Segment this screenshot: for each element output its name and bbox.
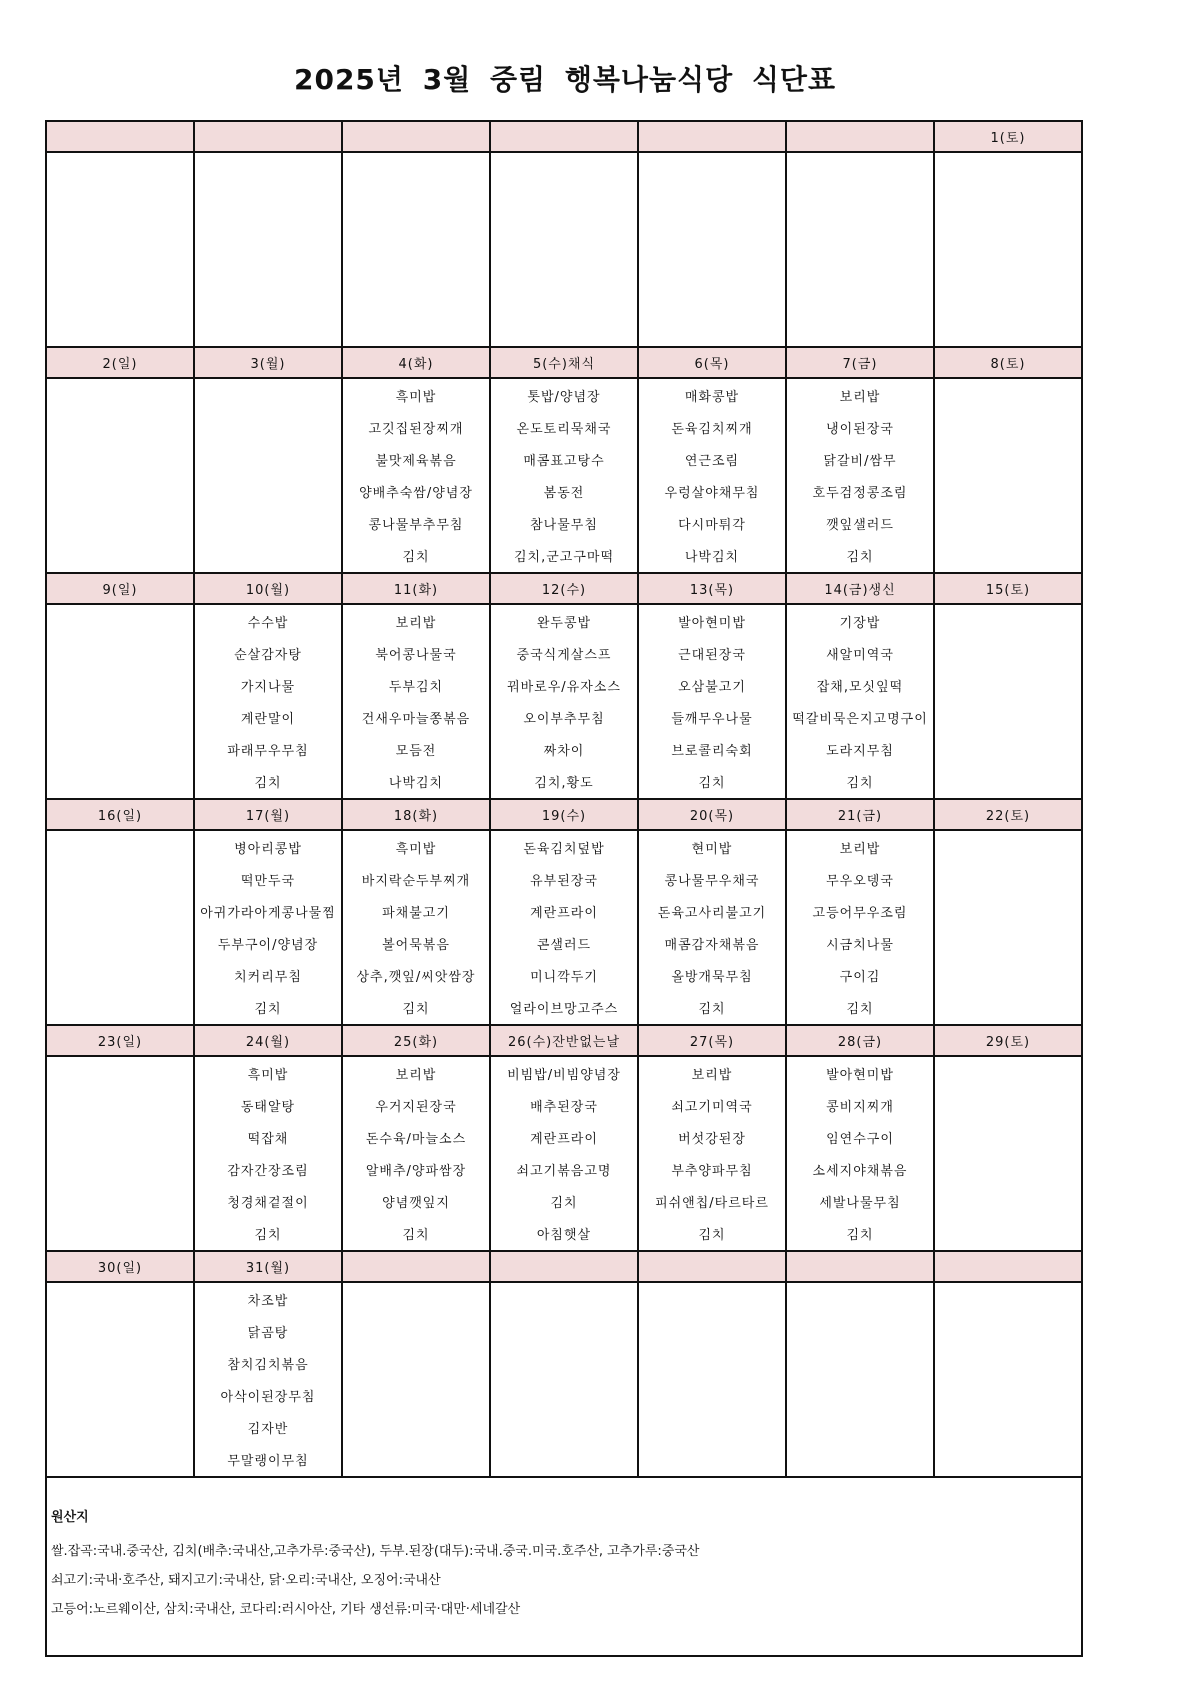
menu-item: 우렁살야채무침: [664, 485, 760, 501]
menu-item: 보리밥: [839, 389, 881, 405]
menu-item: 감자간장조림: [227, 1163, 309, 1179]
week-menu-row: [47, 1283, 1081, 1476]
day-menu-cell: [47, 605, 195, 798]
menu-item: 임연수구이: [826, 1131, 894, 1147]
menu-item: 호두검정콩조림: [812, 485, 908, 501]
menu-item: 계란프라이: [530, 1131, 598, 1147]
menu-item: 흑미밥: [395, 841, 437, 857]
week-header-row: [47, 574, 1081, 605]
day-menu-cell: [195, 1283, 343, 1476]
day-menu-cell: [935, 1057, 1081, 1250]
menu-item: 중국식게살스프: [516, 647, 612, 663]
day-menu-cell: [343, 605, 491, 798]
menu-item: 양념깻잎지: [382, 1195, 450, 1211]
day-menu-cell: [639, 153, 787, 346]
menu-item: 고등어무우조림: [812, 905, 908, 921]
day-header: 15(토): [985, 583, 1031, 598]
menu-item: 소세지야채볶음: [812, 1163, 908, 1179]
menu-item: 도라지무침: [826, 743, 894, 759]
menu-item: 두부김치: [388, 679, 444, 695]
day-menu-cell: [195, 831, 343, 1024]
menu-item: 돈수육/마늘소스: [365, 1131, 467, 1147]
calendar-week: [47, 800, 1081, 1026]
day-menu-cell: [639, 831, 787, 1024]
menu-item: 김치,군고구마떡: [513, 550, 615, 566]
menu-item: 차조밥: [247, 1293, 289, 1309]
menu-item: 김치: [698, 776, 726, 792]
menu-item: 배추된장국: [530, 1099, 598, 1115]
day-menu-cell: [47, 1057, 195, 1250]
menu-item: 냉이된장국: [826, 421, 894, 437]
menu-item: 김치: [254, 1228, 282, 1244]
menu-item: 비빔밥/비빔양념장: [507, 1067, 621, 1083]
menu-item: 아침햇살: [536, 1228, 592, 1244]
day-menu-cell: [343, 1057, 491, 1250]
menu-item: 김치: [550, 1195, 578, 1211]
menu-item: 김치: [698, 1228, 726, 1244]
menu-item: 얼라이브망고주스: [509, 1002, 619, 1018]
day-menu-cell: [47, 1283, 195, 1476]
menu-item: 매콤표고탕수: [523, 453, 605, 469]
day-menu-cell: [47, 153, 195, 346]
day-header: [787, 1252, 935, 1281]
day-menu-cell: [935, 379, 1081, 572]
menu-item: 봄동전: [543, 485, 585, 501]
menu-item: 톳밥/양념장: [527, 389, 601, 405]
day-menu-cell: [787, 1283, 935, 1476]
menu-item: 김치: [846, 1002, 874, 1018]
week-menu-row: [47, 379, 1081, 572]
day-menu-cell: [787, 831, 935, 1024]
day-header: 6(목): [639, 348, 787, 377]
day-header: 27(목): [639, 1026, 787, 1055]
menu-item: 모듬전: [395, 743, 437, 759]
menu-item: 연근조림: [684, 453, 740, 469]
week-header-row: [47, 122, 1081, 153]
menu-item: 계란말이: [240, 711, 296, 727]
calendar-week: [47, 574, 1081, 800]
menu-item: 새알미역국: [826, 647, 894, 663]
menu-item: 다시마튀각: [678, 517, 746, 533]
day-header: 5(수)채식: [491, 348, 639, 377]
menu-item: 양배추숙쌈/양념장: [359, 485, 473, 501]
menu-item: 치커리무침: [234, 969, 302, 985]
day-menu-cell: [787, 605, 935, 798]
week-menu-row: [47, 153, 1081, 346]
day-menu-cell: [343, 1283, 491, 1476]
menu-item: 파채불고기: [382, 905, 450, 921]
menu-item: 김자반: [247, 1421, 289, 1437]
week-menu-row: [47, 605, 1081, 798]
menu-item: 보리밥: [395, 615, 437, 631]
menu-item: 볼어묵볶음: [382, 937, 450, 953]
menu-item: 콩나물부추무침: [368, 517, 464, 533]
menu-item: 피쉬앤칩/타르타르: [655, 1195, 769, 1211]
menu-item: 쇠고기미역국: [671, 1099, 753, 1115]
week-header-row: [47, 1026, 1081, 1057]
menu-item: 흑미밥: [247, 1067, 289, 1083]
day-menu-cell: [787, 379, 935, 572]
day-header: [195, 122, 343, 151]
menu-item: 근대된장국: [678, 647, 746, 663]
menu-item: 김치,황도: [534, 776, 594, 792]
day-menu-cell: [195, 379, 343, 572]
day-header: 3(월): [195, 348, 343, 377]
day-header: 26(수)잔반없는날: [491, 1026, 639, 1055]
day-header: 19(수): [491, 800, 639, 829]
menu-item: 북어콩나물국: [375, 647, 457, 663]
day-header: 21(금): [787, 800, 935, 829]
menu-item: 콩나물무우채국: [664, 873, 760, 889]
menu-item: 오이부추무침: [523, 711, 605, 727]
menu-item: 미니깍두기: [530, 969, 598, 985]
day-header: 11(화): [343, 574, 491, 603]
menu-item: 아삭이된장무침: [220, 1389, 316, 1405]
week-menu-row: [47, 1057, 1081, 1250]
menu-item: 떡만두국: [240, 873, 296, 889]
day-menu-cell: [935, 1283, 1081, 1476]
day-menu-cell: [343, 831, 491, 1024]
menu-item: 버섯강된장: [678, 1131, 746, 1147]
menu-item: 나박김치: [684, 550, 740, 566]
menu-item: 김치: [254, 1002, 282, 1018]
calendar-week: [47, 1026, 1081, 1252]
menu-item: 청경채겉절이: [227, 1195, 309, 1211]
day-header: 17(월): [195, 800, 343, 829]
menu-item: 파래무우무침: [227, 743, 309, 759]
menu-item: 김치: [698, 1002, 726, 1018]
day-header: [639, 1252, 787, 1281]
menu-item: 부추양파무침: [671, 1163, 753, 1179]
menu-item: 동태알탕: [240, 1099, 296, 1115]
day-menu-cell: [491, 379, 639, 572]
day-header: [343, 1252, 491, 1281]
day-header: 28(금): [787, 1026, 935, 1055]
day-menu-cell: [491, 1057, 639, 1250]
menu-item: 바지락순두부찌개: [361, 873, 471, 889]
menu-item: 구이김: [839, 969, 881, 985]
day-header: 23(일): [47, 1026, 195, 1055]
menu-item: 참나물무침: [530, 517, 598, 533]
day-menu-cell: [195, 1057, 343, 1250]
menu-item: 완두콩밥: [536, 615, 592, 631]
day-menu-cell: [639, 1057, 787, 1250]
menu-item: 고깃집된장찌개: [368, 421, 464, 437]
menu-item: 콘샐러드: [536, 937, 592, 953]
day-header: 2(일): [47, 348, 195, 377]
menu-item: 오삼불고기: [678, 679, 746, 695]
week-header-row: [47, 348, 1081, 379]
day-header: 13(목): [639, 574, 787, 603]
menu-item: 온도토리묵채국: [516, 421, 612, 437]
menu-item: 알배추/양파쌈장: [365, 1163, 467, 1179]
menu-item: 브로콜리숙회: [671, 743, 753, 759]
day-header: 22(토): [985, 809, 1031, 824]
menu-item: 유부된장국: [530, 873, 598, 889]
day-header: [343, 122, 491, 151]
day-header: 7(금): [787, 348, 935, 377]
menu-item: 보리밥: [839, 841, 881, 857]
day-header: 16(일): [47, 800, 195, 829]
menu-item: 보리밥: [691, 1067, 733, 1083]
menu-item: 떡잡채: [247, 1131, 289, 1147]
menu-item: 쇠고기볶음고명: [516, 1163, 612, 1179]
day-menu-cell: [47, 831, 195, 1024]
menu-item: 세발나물무침: [819, 1195, 901, 1211]
origin-line: 쇠고기:국내·호주산, 돼지고기:국내산, 닭·오리:국내산, 오징어:국내산: [51, 1573, 441, 1588]
menu-item: 수수밥: [247, 615, 289, 631]
day-menu-cell: [491, 831, 639, 1024]
menu-item: 발아현미밥: [678, 615, 746, 631]
menu-item: 두부구이/양념장: [217, 937, 319, 953]
menu-item: 우거지된장국: [375, 1099, 457, 1115]
day-header: [787, 122, 935, 151]
menu-item: 김치: [402, 550, 430, 566]
menu-item: 콩비지찌개: [826, 1099, 894, 1115]
menu-item: 잡채,모싯잎떡: [816, 679, 904, 695]
day-header: 9(일): [47, 574, 195, 603]
menu-item: 아귀가라아게콩나물찜: [200, 905, 336, 921]
day-menu-cell: [491, 605, 639, 798]
day-menu-cell: [935, 153, 1081, 346]
menu-item: 기장밥: [839, 615, 881, 631]
origin-heading: 원산지: [51, 1510, 89, 1525]
day-header: 29(토): [985, 1035, 1031, 1050]
day-menu-cell: [343, 153, 491, 346]
day-menu-cell: [195, 605, 343, 798]
menu-item: 돈육김치찌개: [671, 421, 753, 437]
origin-info: [47, 1478, 1081, 1655]
menu-item: 짜차이: [543, 743, 585, 759]
day-header: 25(화): [343, 1026, 491, 1055]
menu-item: 닭갈비/쌈무: [823, 453, 897, 469]
origin-line: 쌀.잡곡:국내.중국산, 김치(배추:국내산,고추가루:중국산), 두부.된장(대두):국내.중국.미국.호주산, 고추가루:중국산: [51, 1544, 700, 1559]
day-menu-cell: [47, 379, 195, 572]
menu-item: 건새우마늘쫑볶음: [361, 711, 471, 727]
page-title: 2025년 3월 중림 행복나눔식당 식단표: [293, 63, 837, 96]
menu-item: 발아현미밥: [826, 1067, 894, 1083]
menu-item: 무말랭이무침: [227, 1454, 309, 1470]
menu-item: 매화콩밥: [684, 389, 740, 405]
menu-item: 가지나물: [240, 679, 296, 695]
day-menu-cell: [343, 379, 491, 572]
day-menu-cell: [639, 605, 787, 798]
menu-item: 김치: [402, 1228, 430, 1244]
menu-item: 나박김치: [388, 776, 444, 792]
day-header: 12(수): [491, 574, 639, 603]
day-header: 31(월): [195, 1252, 343, 1281]
day-header: [47, 122, 195, 151]
menu-item: 계란프라이: [530, 905, 598, 921]
day-header: [491, 1252, 639, 1281]
menu-item: 김치: [254, 776, 282, 792]
menu-item: 닭곰탕: [247, 1325, 289, 1341]
menu-item: 돈육고사리불고기: [657, 905, 767, 921]
menu-item: 김치: [846, 776, 874, 792]
menu-item: 무우오뎅국: [826, 873, 894, 889]
menu-item: 김치: [402, 1002, 430, 1018]
day-header: 8(토): [990, 357, 1026, 372]
week-menu-row: [47, 831, 1081, 1024]
day-menu-cell: [787, 1057, 935, 1250]
day-header: 30(일): [47, 1252, 195, 1281]
calendar-week: [47, 348, 1081, 574]
menu-item: 매콤감자채볶음: [664, 937, 760, 953]
week-header-row: [47, 800, 1081, 831]
day-menu-cell: [935, 605, 1081, 798]
menu-item: 시금치나물: [826, 937, 894, 953]
menu-item: 떡갈비묵은지고명구이: [792, 711, 928, 727]
menu-item: 올방개묵무침: [671, 969, 753, 985]
day-menu-cell: [935, 831, 1081, 1024]
calendar-week: [47, 1252, 1081, 1478]
menu-item: 불맛제육볶음: [375, 453, 457, 469]
menu-item: 돈육김치덮밥: [523, 841, 605, 857]
day-header: [639, 122, 787, 151]
day-header: 14(금)생신: [787, 574, 935, 603]
week-header-row: [47, 1252, 1081, 1283]
day-menu-cell: [639, 1283, 787, 1476]
day-menu-cell: [787, 153, 935, 346]
day-header: [491, 122, 639, 151]
origin-line: 고등어:노르웨이산, 삼치:국내산, 코다리:러시아산, 기타 생선류:미국·대만·세네갈산: [51, 1602, 521, 1617]
day-menu-cell: [639, 379, 787, 572]
menu-item: 김치: [846, 1228, 874, 1244]
menu-item: 상추,깻잎/씨앗쌈장: [356, 969, 476, 985]
menu-item: 병아리콩밥: [234, 841, 302, 857]
day-menu-cell: [491, 153, 639, 346]
menu-item: 참치김치볶음: [227, 1357, 309, 1373]
day-header: [935, 1252, 1081, 1281]
day-header: 20(목): [639, 800, 787, 829]
menu-item: 깻잎샐러드: [826, 517, 894, 533]
day-header: 4(화): [343, 348, 491, 377]
day-menu-cell: [195, 153, 343, 346]
menu-item: 김치: [846, 550, 874, 566]
menu-item: 현미밥: [691, 841, 733, 857]
calendar-week: [47, 122, 1081, 348]
day-header: 18(화): [343, 800, 491, 829]
day-menu-cell: [491, 1283, 639, 1476]
menu-item: 들깨무우나물: [671, 711, 753, 727]
day-header: 24(월): [195, 1026, 343, 1055]
menu-item: 순살감자탕: [234, 647, 302, 663]
menu-item: 흑미밥: [395, 389, 437, 405]
menu-item: 보리밥: [395, 1067, 437, 1083]
menu-item: 꿔바로우/유자소스: [507, 679, 621, 695]
day-header: 10(월): [195, 574, 343, 603]
menu-calendar: [45, 120, 1083, 1657]
day-header: 1(토): [990, 131, 1026, 146]
